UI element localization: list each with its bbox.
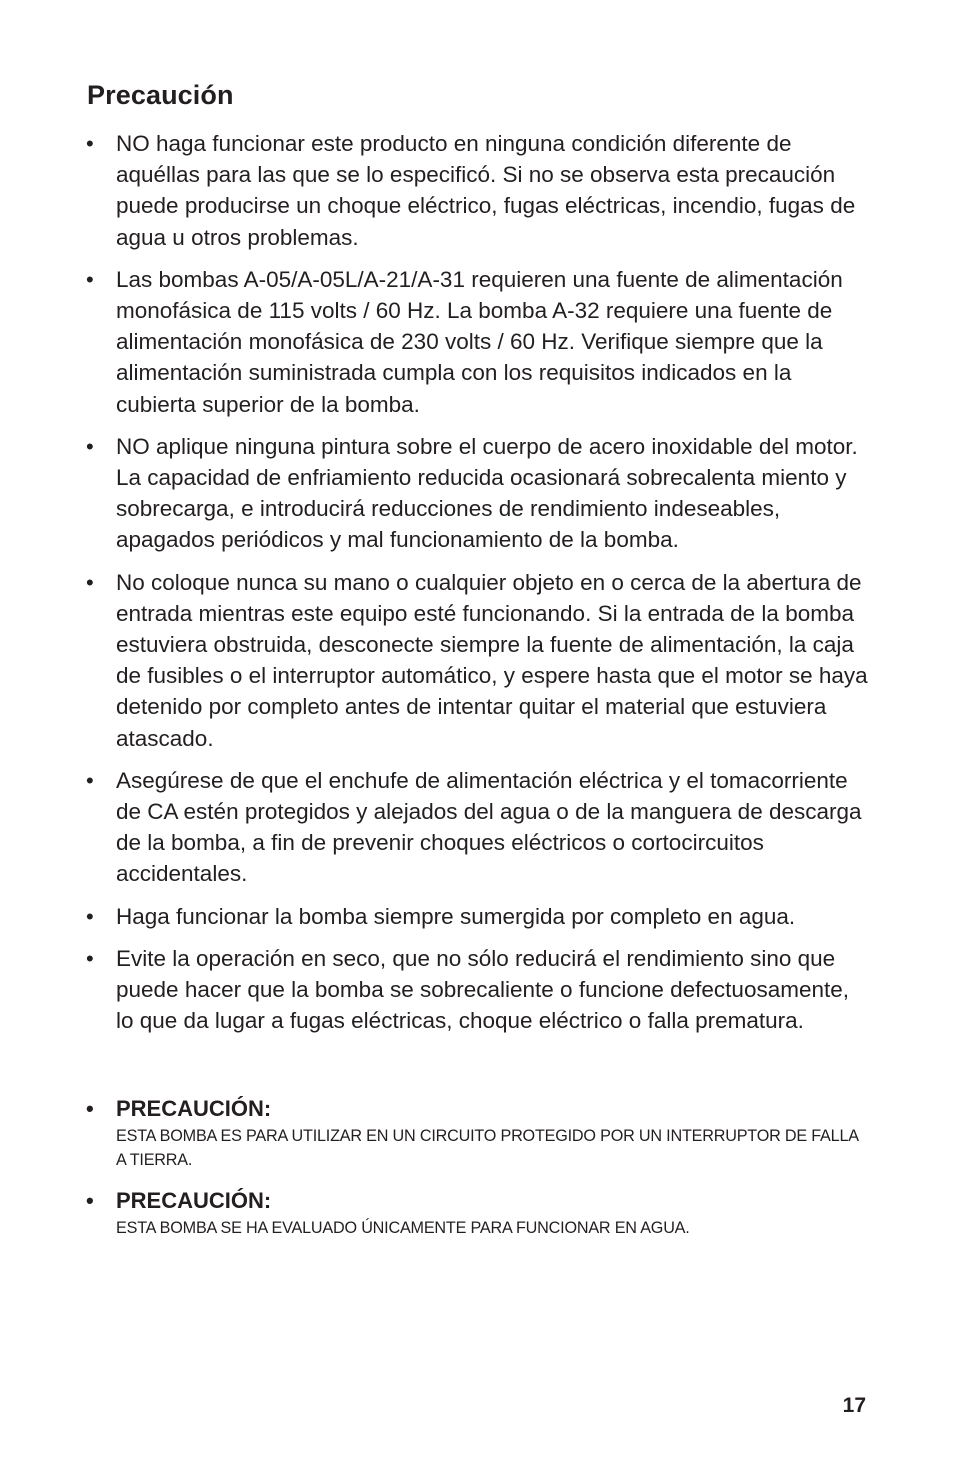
list-item [86, 901, 871, 932]
bullet-icon: • [86, 266, 94, 292]
list-item [86, 943, 871, 1037]
precaution-list [86, 128, 871, 1047]
list-item [86, 128, 871, 253]
caution-item [86, 1094, 871, 1172]
list-item-text: Evite la operación en seco, que no sólo reducirá el rendimiento sino que puede hacer que la bomba se sobrecaliente o funcione defectuosamente, lo que da lugar a fugas eléctricas, choque eléctrico o falla prematura. [116, 945, 850, 1034]
section-heading: Precaución [87, 80, 234, 110]
caution-text: ESTA BOMBA SE HA EVALUADO ÚNICAMENTE PARA FUNCIONAR EN AGUA. [116, 1219, 690, 1237]
bullet-icon: • [86, 1188, 94, 1213]
list-item-text: NO haga funcionar este producto en ninguna condición diferente de aquéllas para las que se lo especificó. Si no se observa esta precaución puede producirse un choque eléctrico, fugas eléctricas, incendio, fugas de agua u otros problemas. [116, 131, 856, 250]
bullet-icon: • [86, 131, 94, 156]
bullet-icon: • [86, 767, 94, 793]
caution-title: PRECAUCIÓN: [116, 1188, 272, 1213]
list-item-text: NO aplique ninguna pintura sobre el cuerpo de acero inoxidable del motor. La capacidad de enfriamiento reducida ocasionará sobrecalenta miento y sobrecarga, e introducirá reducciones de rendimiento indeseables, apagados periódicos y mal funcionamiento de la bomba. [116, 433, 858, 553]
bullet-icon: • [86, 569, 94, 595]
caution-list [86, 1094, 871, 1254]
bullet-icon: • [86, 1096, 94, 1121]
list-item-text: Asegúrese de que el enchufe de alimentación eléctrica y el tomacorriente de CA estén protegidos y alejados del agua o de la manguera de descarga de la bomba, a fin de prevenir choques eléctricos o cortocircuitos accidentales. [116, 767, 862, 887]
list-item-text: No coloque nunca su mano o cualquier objeto en o cerca de la abertura de entrada mientras este equipo esté funcionando. Si la entrada de la bomba estuviera obstruida, desconecte siempre la fuente de alimentación, la caja de fusibles o el interruptor automático, y espere hasta que el motor se haya detenido por completo antes de intentar quitar el material que estuviera atascado. [116, 569, 868, 751]
caution-item [86, 1186, 871, 1240]
list-item [86, 264, 871, 420]
list-item-text: Las bombas A-05/A-05L/A-21/A-31 requieren una fuente de alimentación monofásica de 115 volts / 60 Hz. La bomba A-32 requiere una fuente de alimentación monofásica de 230 volts / 60 Hz. Verifique siempre que la alimentación suministrada cumpla con los requisitos indicados en la cubierta superior de la bomba. [116, 266, 843, 417]
list-item [86, 431, 871, 556]
bullet-icon: • [86, 433, 94, 459]
page-number: 17 [842, 1394, 866, 1417]
bullet-icon: • [86, 945, 94, 971]
list-item-text: Haga funcionar la bomba siempre sumergida por completo en agua. [116, 903, 796, 929]
caution-text: ESTA BOMBA ES PARA UTILIZAR EN UN CIRCUITO PROTEGIDO POR UN INTERRUPTOR DE FALLA A TIERRA. [116, 1127, 858, 1169]
bullet-icon: • [86, 903, 94, 929]
caution-title: PRECAUCIÓN: [116, 1096, 272, 1121]
list-item [86, 765, 871, 890]
list-item [86, 567, 871, 754]
